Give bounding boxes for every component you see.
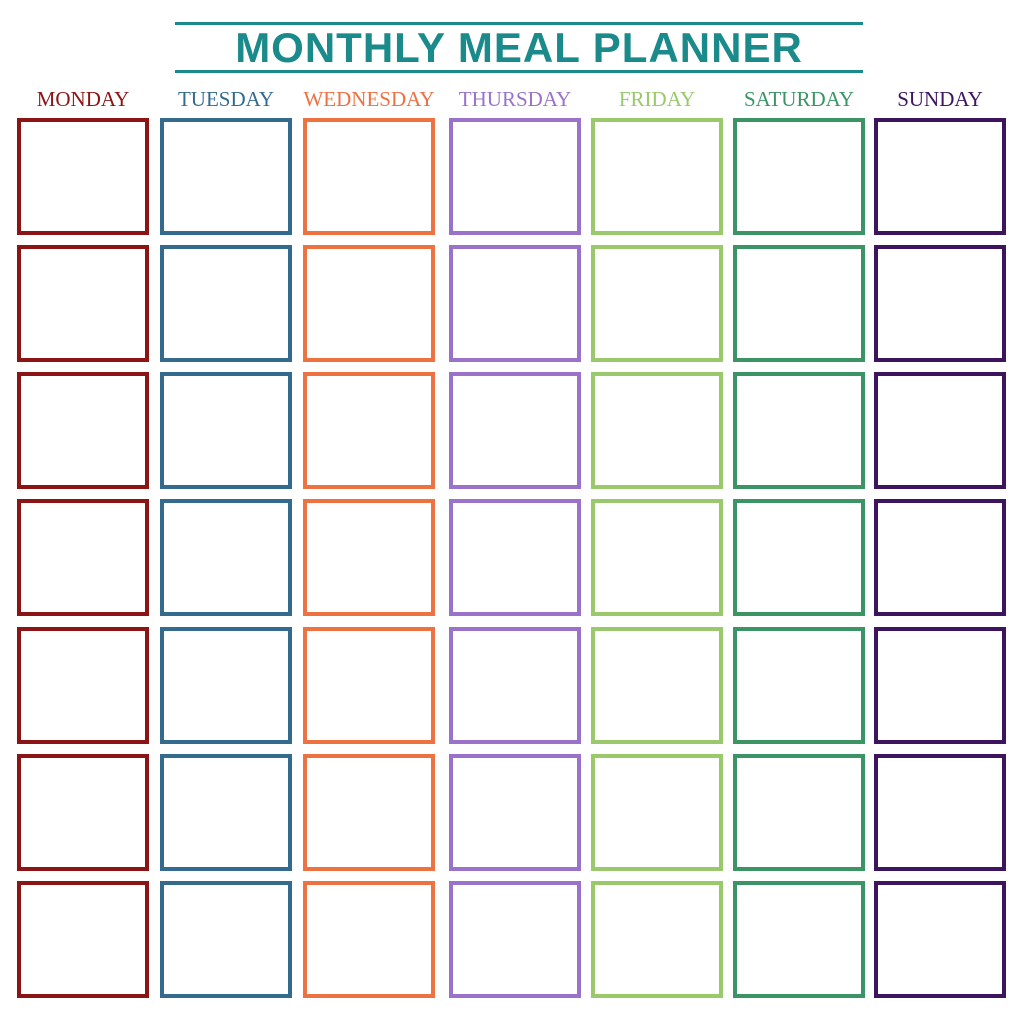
meal-cell-saturday-week-3[interactable] <box>733 372 865 489</box>
meal-cell-sunday-week-6[interactable] <box>874 754 1006 871</box>
meal-cell-friday-week-7[interactable] <box>591 881 723 998</box>
meal-cell-friday-week-6[interactable] <box>591 754 723 871</box>
meal-cell-thursday-week-4[interactable] <box>449 499 581 616</box>
meal-cell-monday-week-3[interactable] <box>17 372 149 489</box>
meal-cell-tuesday-week-7[interactable] <box>160 881 292 998</box>
page-title: MONTHLY MEAL PLANNER <box>235 23 803 71</box>
meal-cell-tuesday-week-6[interactable] <box>160 754 292 871</box>
meal-cell-saturday-week-4[interactable] <box>733 499 865 616</box>
meal-cell-saturday-week-6[interactable] <box>733 754 865 871</box>
day-header-saturday: SATURDAY <box>743 87 855 111</box>
meal-cell-sunday-week-5[interactable] <box>874 627 1006 744</box>
meal-cell-tuesday-week-5[interactable] <box>160 627 292 744</box>
meal-cell-thursday-week-2[interactable] <box>449 245 581 362</box>
day-header-wednesday: WEDNESDAY <box>303 87 435 111</box>
meal-cell-friday-week-3[interactable] <box>591 372 723 489</box>
meal-cell-monday-week-5[interactable] <box>17 627 149 744</box>
meal-cell-sunday-week-1[interactable] <box>874 118 1006 235</box>
day-header-monday: MONDAY <box>36 87 130 111</box>
meal-cell-tuesday-week-3[interactable] <box>160 372 292 489</box>
meal-cell-thursday-week-7[interactable] <box>449 881 581 998</box>
meal-cell-friday-week-2[interactable] <box>591 245 723 362</box>
meal-cell-friday-week-1[interactable] <box>591 118 723 235</box>
meal-cell-thursday-week-3[interactable] <box>449 372 581 489</box>
meal-cell-friday-week-5[interactable] <box>591 627 723 744</box>
meal-cell-thursday-week-6[interactable] <box>449 754 581 871</box>
day-header-friday: FRIDAY <box>618 87 696 111</box>
meal-cell-wednesday-week-3[interactable] <box>303 372 435 489</box>
meal-cell-tuesday-week-4[interactable] <box>160 499 292 616</box>
meal-cell-wednesday-week-5[interactable] <box>303 627 435 744</box>
meal-cell-wednesday-week-7[interactable] <box>303 881 435 998</box>
meal-cell-monday-week-6[interactable] <box>17 754 149 871</box>
meal-cell-tuesday-week-1[interactable] <box>160 118 292 235</box>
meal-cell-monday-week-1[interactable] <box>17 118 149 235</box>
meal-cell-wednesday-week-6[interactable] <box>303 754 435 871</box>
meal-cell-tuesday-week-2[interactable] <box>160 245 292 362</box>
day-header-tuesday: TUESDAY <box>177 87 275 111</box>
meal-cell-wednesday-week-2[interactable] <box>303 245 435 362</box>
meal-cell-wednesday-week-4[interactable] <box>303 499 435 616</box>
meal-cell-friday-week-4[interactable] <box>591 499 723 616</box>
meal-cell-sunday-week-3[interactable] <box>874 372 1006 489</box>
day-header-sunday: SUNDAY <box>897 87 983 111</box>
meal-cell-wednesday-week-1[interactable] <box>303 118 435 235</box>
meal-cell-monday-week-2[interactable] <box>17 245 149 362</box>
meal-cell-sunday-week-2[interactable] <box>874 245 1006 362</box>
day-header-thursday: THURSDAY <box>458 87 572 111</box>
meal-cell-monday-week-4[interactable] <box>17 499 149 616</box>
meal-cell-monday-week-7[interactable] <box>17 881 149 998</box>
meal-cell-sunday-week-7[interactable] <box>874 881 1006 998</box>
meal-cell-saturday-week-7[interactable] <box>733 881 865 998</box>
meal-cell-saturday-week-1[interactable] <box>733 118 865 235</box>
meal-cell-thursday-week-1[interactable] <box>449 118 581 235</box>
meal-cell-saturday-week-2[interactable] <box>733 245 865 362</box>
meal-cell-thursday-week-5[interactable] <box>449 627 581 744</box>
meal-cell-saturday-week-5[interactable] <box>733 627 865 744</box>
meal-cell-sunday-week-4[interactable] <box>874 499 1006 616</box>
